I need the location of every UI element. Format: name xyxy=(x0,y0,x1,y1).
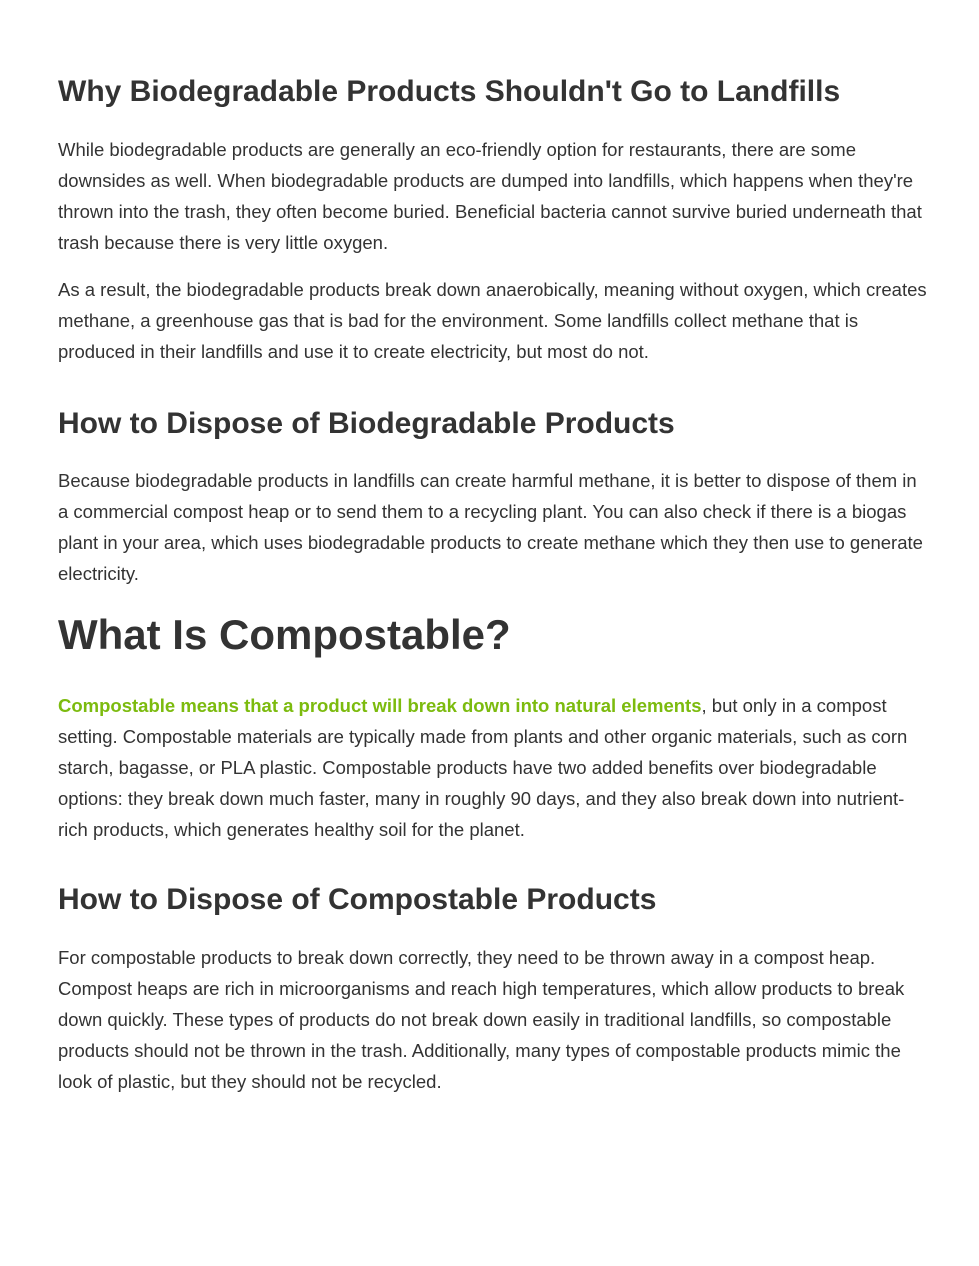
compostable-definition-link[interactable]: Compostable means that a product will break down into natural elements xyxy=(58,695,702,716)
paragraph-compostable xyxy=(58,690,928,845)
section-heading-dispose-compostable: How to Dispose of Compostable Products xyxy=(58,883,657,916)
paragraph-compostable-text: , but only in a compost setting. Compostable materials are typically made from plants and other organic materials, such as corn starch, bagasse, or PLA plastic. Compostable products have two added benefits over biodegradable options: they break down much faster, many in roughly 90 days, and they also break down into nutrient-rich products, which generates healthy soil for the planet. xyxy=(58,695,908,840)
page-title-compostable: What Is Compostable? xyxy=(58,611,511,658)
paragraph-landfills-2: As a result, the biodegradable products break down anaerobically, meaning without oxygen, which creates methane, a greenhouse gas that is bad for the environment. Some landfills collect methane that is produced in their landfills and use it to create electricity, but most do not. xyxy=(58,279,927,362)
section-heading-landfills: Why Biodegradable Products Shouldn't Go to Landfills xyxy=(58,75,841,108)
paragraph-dispose-compostable: For compostable products to break down correctly, they need to be thrown away in a compost heap. Compost heaps are rich in microorganisms and reach high temperatures, which allow products to break down quickly. These types of products do not break down easily in traditional landfills, so compostable products should not be thrown in the trash. Additionally, many types of compostable products mimic the look of plastic, but they should not be recycled. xyxy=(58,947,905,1092)
paragraph-landfills-1: While biodegradable products are generally an eco-friendly option for restaurants, there are some downsides as well. When biodegradable products are dumped into landfills, which happens when they're thrown into the trash, they often become buried. Beneficial bacteria cannot survive buried underneath that trash because there is very little oxygen. xyxy=(58,139,922,253)
paragraph-dispose-biodegradable: Because biodegradable products in landfills can create harmful methane, it is better to dispose of them in a commercial compost heap or to send them to a recycling plant. You can also check if there is a biogas plant in your area, which uses biodegradable products to create methane which they then use to generate electricity. xyxy=(58,470,923,584)
section-heading-dispose-biodegradable: How to Dispose of Biodegradable Products xyxy=(58,407,675,440)
